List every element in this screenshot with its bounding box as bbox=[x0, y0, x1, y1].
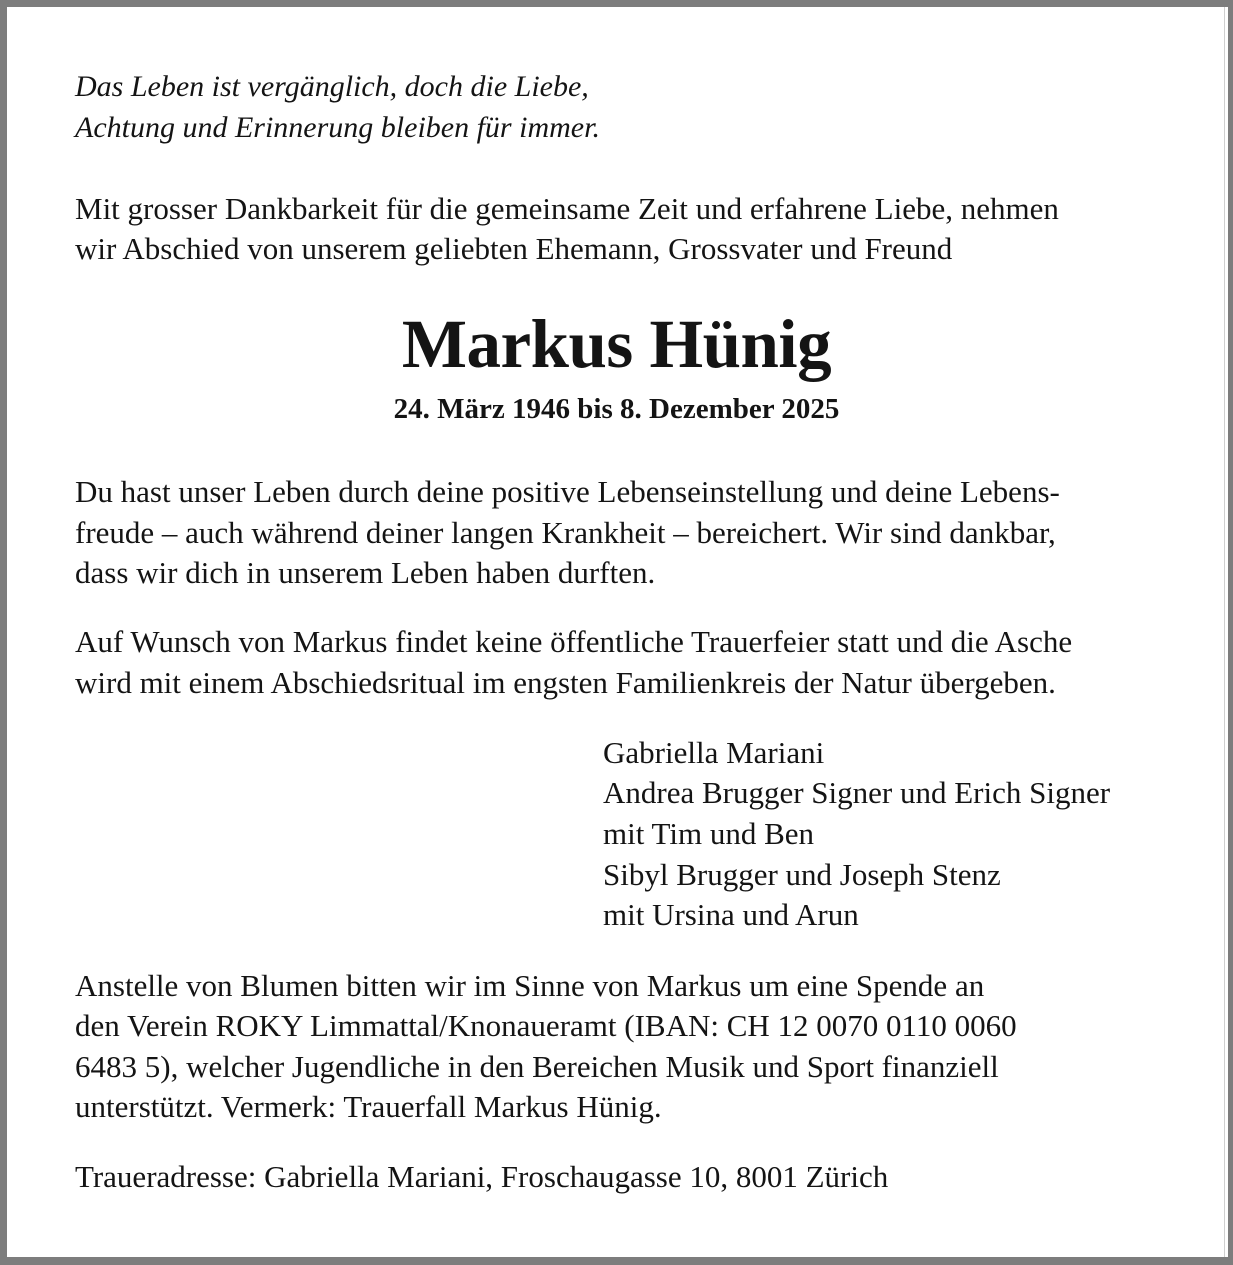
donation-line: 6483 5), welcher Jugendliche in den Bereichen Musik und Sport finanziell bbox=[75, 1049, 999, 1084]
mourner-line: mit Ursina und Arun bbox=[603, 897, 859, 932]
mourner-line: Andrea Brugger Signer und Erich Signer bbox=[603, 775, 1111, 810]
mourner-line: mit Tim und Ben bbox=[603, 816, 815, 851]
quote-line: Das Leben ist vergänglich, doch die Liebe, bbox=[75, 70, 589, 103]
funeral-address: Traueradresse: Gabriella Mariani, Froschaugasse 10, 8001 Zürich bbox=[75, 1159, 889, 1194]
mourner-line: Gabriella Mariani bbox=[603, 735, 825, 770]
life-dates: 24. März 1946 bis 8. Dezember 2025 bbox=[393, 393, 840, 425]
intro-line: wir Abschied von unserem geliebten Ehemann, Grossvater und Freund bbox=[75, 231, 953, 266]
deceased-name: Markus Hünig bbox=[401, 306, 832, 382]
quote-line: Achtung und Erinnerung bleiben für immer. bbox=[75, 111, 600, 144]
donation-line: Anstelle von Blumen bitten wir im Sinne von Markus um eine Spende an bbox=[75, 968, 985, 1003]
ceremony-line: wird mit einem Abschiedsritual im engsten Familienkreis der Natur übergeben. bbox=[75, 665, 1056, 700]
intro-line: Mit grosser Dankbarkeit für die gemeinsame Zeit und erfahrene Liebe, nehmen bbox=[75, 191, 1059, 226]
tribute-line: dass wir dich in unserem Leben haben durften. bbox=[75, 555, 656, 590]
mourner-line: Sibyl Brugger und Joseph Stenz bbox=[603, 857, 1001, 892]
frame-divider bbox=[1224, 7, 1225, 1257]
ceremony-line: Auf Wunsch von Markus findet keine öffentliche Trauerfeier statt und die Asche bbox=[75, 624, 1073, 659]
tribute-line: Du hast unser Leben durch deine positive Lebenseinstellung und deine Lebens- bbox=[75, 474, 1060, 509]
donation-line: den Verein ROKY Limmattal/Knonaueramt (IBAN: CH 12 0070 0110 0060 bbox=[75, 1008, 1017, 1043]
tribute-line: freude – auch während deiner langen Krankheit – bereichert. Wir sind dankbar, bbox=[75, 515, 1056, 550]
donation-line: unterstützt. Vermerk: Trauerfall Markus Hünig. bbox=[75, 1089, 662, 1124]
